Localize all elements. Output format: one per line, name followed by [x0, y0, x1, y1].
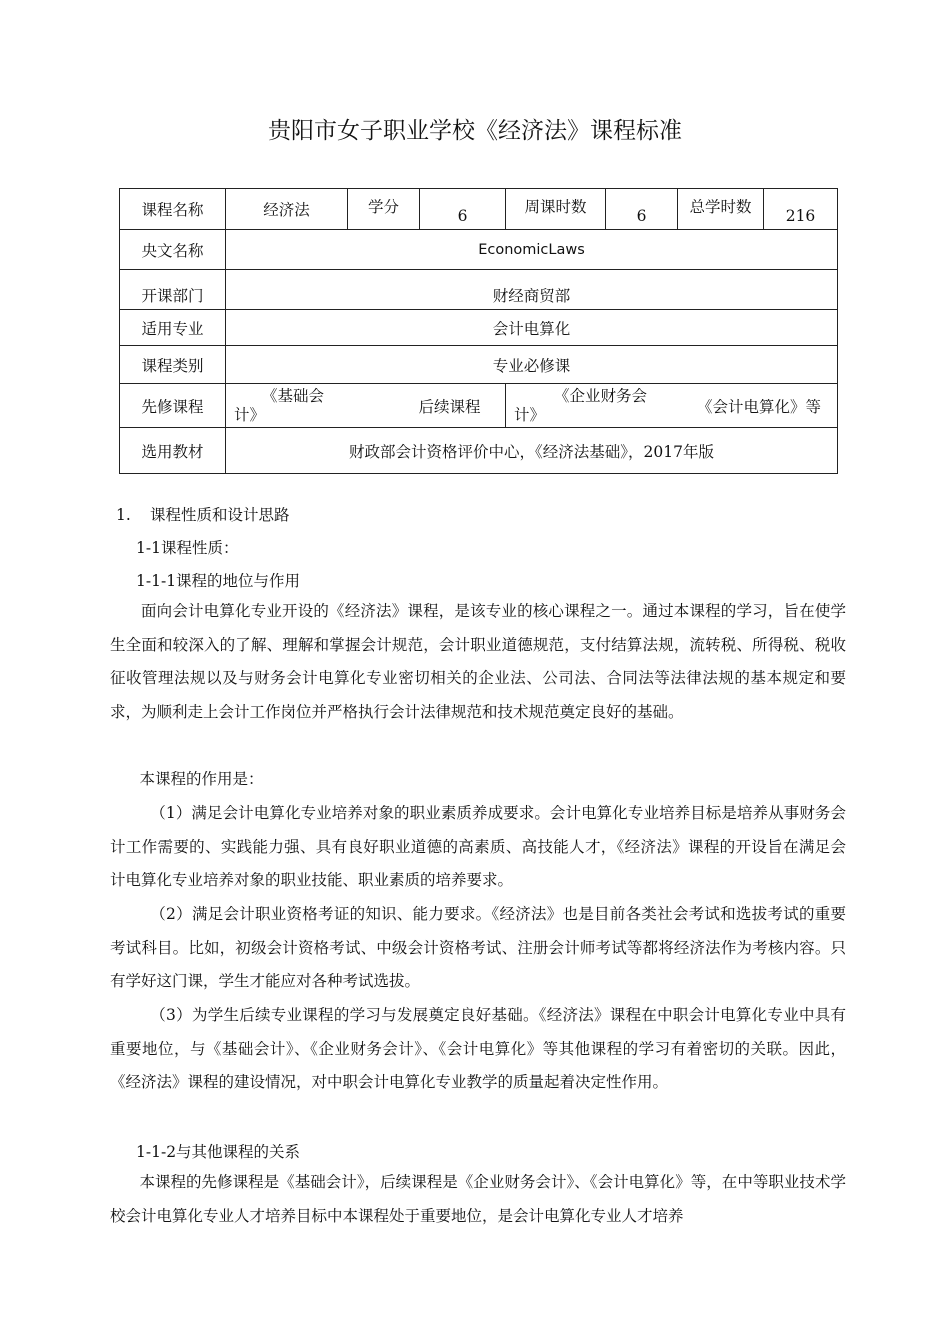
- followup-pair: [506, 387, 837, 425]
- major-value: 会计电算化: [226, 310, 838, 346]
- department-value: 财经商贸部: [226, 270, 838, 310]
- major-label: 适用专业: [120, 310, 226, 346]
- total-hours-value-text: 216: [785, 207, 816, 225]
- credit-label-text: 学分: [367, 198, 399, 216]
- paragraph-role-1: （1）满足会计电算化专业培养对象的职业素质养成要求。会计电算化专业培养目标是培养从事财务会计工作需要的、实践能力强、具有良好职业道德的高素质、高技能人才，《经济法》课程的开设旨在满足会计电算化专业培养对象的职业技能、职业素质的培养要求。: [110, 804, 846, 890]
- followup-value1-line1: 《企业财务会: [554, 386, 648, 405]
- course-name-value: 经济法: [226, 189, 348, 230]
- course-name-label: 课程名称: [120, 189, 226, 230]
- table-row: [120, 346, 838, 384]
- prereq-cell: [226, 384, 506, 428]
- subheading-1-1-1: 1-1-1课程的地位与作用: [136, 572, 301, 590]
- section-title: 课程性质和设计思路: [150, 506, 290, 524]
- total-hours-label: [678, 189, 764, 230]
- prereq-label: 先修课程: [120, 384, 226, 428]
- section-number: 1.: [116, 506, 131, 524]
- total-hours-value: [764, 189, 838, 230]
- paragraph-role-3: （3）为学生后续专业课程的学习与发展奠定良好基础。《经济法》课程在中职会计电算化专业中具有重要地位，与《基础会计》、《企业财务会计》、《会计电算化》等其他课程的学习有着密切的关联。因此，《经济法》课程的建设情况，对中职会计电算化专业教学的质量起着决定性作用。: [110, 1006, 846, 1092]
- department-label: 开课部门: [120, 270, 226, 310]
- weekly-hours-label-text: 周课时数: [524, 198, 587, 216]
- table-row: [120, 230, 838, 270]
- paragraph-role-2: （2）满足会计职业资格考证的知识、能力要求。《经济法》也是目前各类社会考试和选拔考试的重要考试科目。比如，初级会计资格考试、中级会计资格考试、注册会计师考试等都将经济法作为考核内容。只有学好这门课，学生才能应对各种考试选拔。: [110, 905, 846, 991]
- course-info-table: [119, 188, 838, 474]
- paragraph-position: 面向会计电算化专业开设的《经济法》课程，是该专业的核心课程之一。通过本课程的学习，旨在使学生全面和较深入的了解、理解和掌握会计规范，会计职业道德规范，支付结算法规，流转税、所得税、税收征收管理法规以及与财务会计电算化专业密切相关的企业法、公司法、合同法等法律法规的基本规定和要求，为顺利走上会计工作岗位并严格执行会计法律规范和技术规范奠定良好的基础。: [110, 602, 846, 721]
- credit-label: [348, 189, 420, 230]
- followup-cell: [506, 384, 838, 428]
- textbook-value: 财政部会计资格评价中心，《经济法基础》，2017年版: [226, 428, 838, 474]
- table-row: [120, 189, 838, 230]
- credit-value: [420, 189, 506, 230]
- prereq-pair: [226, 387, 505, 425]
- weekly-hours-label: [506, 189, 606, 230]
- followup-value2: 《会计电算化》等: [696, 397, 821, 416]
- english-name-value: EconomicLaws: [226, 230, 838, 270]
- table-row: [120, 384, 838, 428]
- table-row: [120, 310, 838, 346]
- followup-value1: [506, 387, 674, 425]
- subheading-1-1-2: 1-1-2与其他课程的关系: [136, 1143, 301, 1161]
- prereq-value-line2: 计》: [234, 405, 266, 424]
- category-label: 课程类别: [120, 346, 226, 384]
- section-heading: [116, 503, 290, 525]
- followup-label: 后续课程: [418, 397, 481, 416]
- subheading-1-1: 1-1课程性质：: [136, 539, 239, 557]
- table-row: [120, 428, 838, 474]
- paragraph-relations: 本课程的先修课程是《基础会计》，后续课程是《企业财务会计》、《会计电算化》等，在中等职业技术学校会计电算化专业人才培养目标中本课程处于重要地位，是会计电算化专业人才培养: [110, 1173, 846, 1225]
- followup-value1-line2: 计》: [514, 405, 546, 424]
- prereq-value: [226, 387, 374, 425]
- table-row: [120, 270, 838, 310]
- category-value: 专业必修课: [226, 346, 838, 384]
- document-title: 贵阳市女子职业学校《经济法》课程标准: [268, 118, 682, 144]
- total-hours-label-text: 总学时数: [689, 198, 752, 216]
- english-name-label: 央文名称: [120, 230, 226, 270]
- weekly-hours-value-text: 6: [636, 207, 647, 225]
- prereq-value-line1: 《基础会: [262, 386, 325, 405]
- textbook-label: 选用教材: [120, 428, 226, 474]
- credit-value-text: 6: [457, 207, 468, 225]
- paragraph-role-intro: 本课程的作用是：: [139, 770, 264, 788]
- weekly-hours-value: [606, 189, 678, 230]
